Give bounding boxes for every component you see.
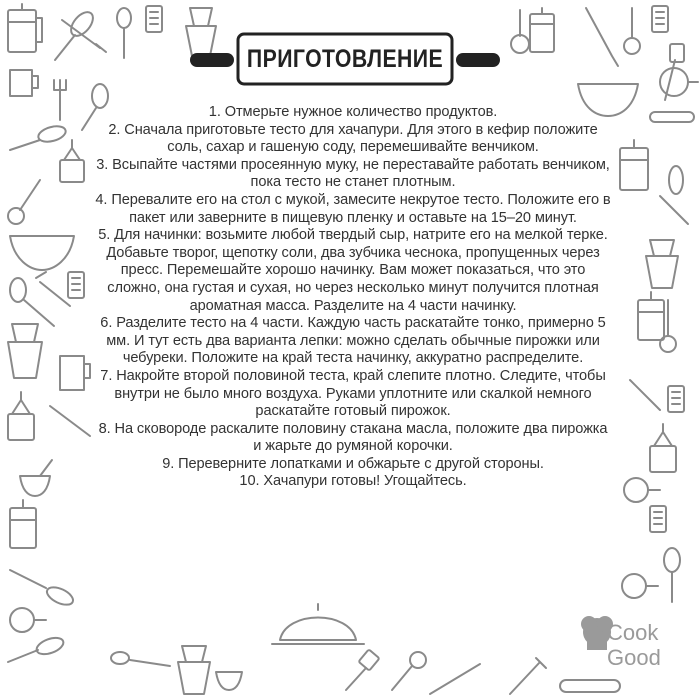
spoon-icon — [10, 278, 54, 326]
grater-icon — [146, 6, 162, 32]
ladle-icon — [660, 300, 676, 352]
logo-text-good: Good — [607, 645, 661, 670]
cloche-icon — [272, 604, 364, 644]
french-press-icon — [638, 292, 664, 340]
spoon-icon — [117, 8, 131, 58]
spoon-icon — [664, 548, 680, 602]
step-10: 10. Хачапури готовы! Угощайтесь. — [239, 473, 467, 490]
fork-icon — [54, 80, 66, 120]
grater-icon — [668, 386, 684, 412]
step-1: 1. Отмерьте нужное количество продуктов. — [208, 104, 498, 120]
whisk-icon — [660, 166, 688, 224]
fork-icon — [510, 658, 546, 694]
grater-icon — [652, 6, 668, 32]
fork-icon — [36, 272, 70, 306]
step-9: 9. Переверните лопатками и обжарьте с другой стороны. — [162, 455, 544, 472]
knife-icon — [62, 20, 106, 52]
step-8: 8. На сковороде раскалите половину стакана масла, положите два пирожка и жарьте до румяной корочки. — [98, 420, 608, 455]
pan-icon — [624, 478, 660, 502]
spatula-icon — [665, 44, 684, 100]
spoon-icon — [111, 652, 170, 666]
step-5: 5. Для начинки: возьмите любой твердый сыр, натрите его на мелкой терке. Добавьте творог, щепотку соли, два зубчика чеснока, пропущенных через пресс. Перемешайте хорошо начинку. Вам может показаться, что это сложно, она густая и сухая, но через несколько минут получится плотная ароматная масса. Разделите на 4 части начинку. — [98, 227, 608, 314]
step-6: 6. Разделите тесто на 4 части. Каждую часть раскатайте тонко, примерно 5 мм. И тут есть два варианта лепки: можно сделать обычные пирожки или чебуреки. Положите на край теста начинку, аккуратно распределите. — [100, 315, 606, 367]
rolling-pin-icon — [560, 680, 620, 692]
mixing-bowl-icon — [10, 236, 74, 270]
spatula-icon — [346, 649, 380, 690]
french-press-icon — [10, 500, 36, 548]
french-press-icon — [530, 8, 554, 52]
pan-icon — [660, 68, 698, 96]
french-press-icon — [8, 4, 42, 52]
moka-pot-icon — [8, 324, 42, 378]
rolling-pin-icon — [650, 112, 694, 122]
pan-icon — [622, 574, 658, 598]
knife-icon — [50, 406, 90, 436]
knife-icon — [586, 8, 618, 66]
mortar-icon — [20, 460, 52, 496]
knife-icon — [430, 664, 480, 694]
ladle-icon — [511, 10, 529, 53]
page-title: ПРИГОТОВЛЕНИЕ — [246, 44, 444, 73]
whisk-icon — [55, 8, 97, 60]
ladle-icon — [8, 180, 40, 224]
recipe-steps — [95, 104, 611, 491]
knife-icon — [630, 380, 660, 410]
moka-pot-icon — [178, 646, 210, 694]
ladle-icon — [392, 652, 426, 690]
grater-icon — [650, 506, 666, 532]
cup-icon — [10, 70, 38, 96]
grater-icon — [68, 272, 84, 298]
whisk-icon — [10, 570, 76, 608]
coffee-grinder-icon — [60, 140, 84, 182]
pan-icon — [10, 608, 46, 632]
step-2: 2. Сначала приготовьте тесто для хачапури. Для этого в кефир положите соль, сахар и гашеную соду, перемешивайте венчиком. — [108, 121, 598, 156]
whisk-icon — [10, 124, 67, 150]
french-press-icon — [620, 140, 648, 190]
mortar-icon — [216, 672, 242, 690]
ladle-icon — [624, 8, 640, 54]
cup-icon — [60, 356, 90, 390]
logo-text-cook: Cook — [607, 620, 659, 645]
coffee-grinder-icon — [8, 392, 34, 440]
step-3: 3. Всыпайте частями просеянную муку, не переставайте работать венчиком, пока тесто не станет плотным. — [96, 156, 610, 191]
coffee-grinder-icon — [650, 424, 676, 472]
whisk-icon — [8, 635, 66, 662]
moka-pot-icon — [646, 240, 678, 288]
step-7: 7. Накройте второй половиной теста, край слепите плотно. Следите, чтобы внутри не было много воздуха. Руками уплотните или скалкой немного раскатайте готовый пирожок. — [100, 367, 606, 420]
step-4: 4. Перевалите его на стол с мукой, замесите некрутое тесто. Положите его в пакет или заверните в пищевую пленку и оставьте на 15–20 минут. — [95, 191, 611, 226]
